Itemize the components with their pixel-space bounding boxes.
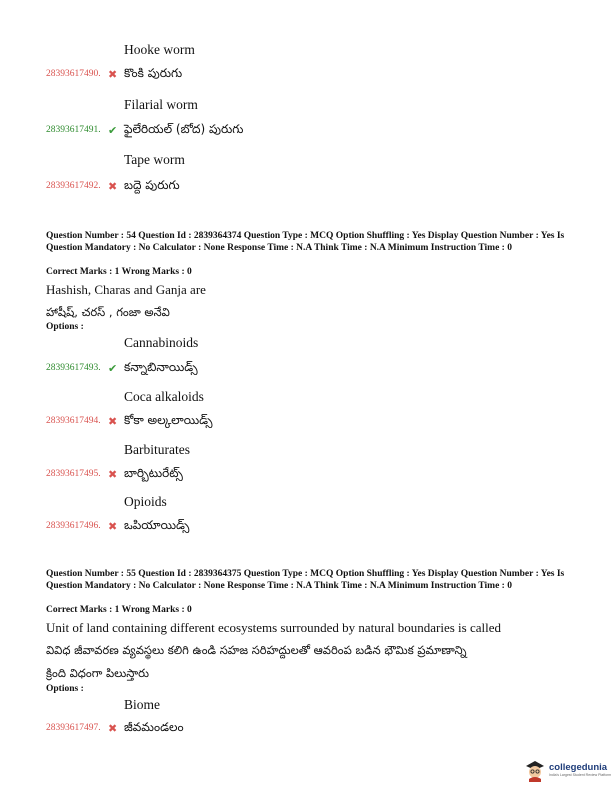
option-te: ఫైలేరియల్ (బోద) పురుగు [124,121,244,136]
option-te: కన్నాబినాయిడ్స్ [124,359,198,374]
option-id: 28393617493. [46,363,101,373]
question-text-te: వివిధ జీవావరణ వ్యవస్థలు కలిగి ఉండి సహజ సరిహద్దులతో ఆవరింప బడిన భౌమిక ప్రమాణాన్ని [46,643,467,657]
option-row [46,411,212,431]
question-meta: Question Number : 55 Question Id : 2839364375 Question Type : MCQ Option Shuffling : Yes Display Question Number : Yes Is Question Mandatory : No Calculator : None Response Time : N.A Think Time : N.A Minimum Instruction Time : 0 [46,569,565,591]
cross-mark-icon: ✖ [108,68,118,81]
cross-mark-icon: ✖ [108,415,118,428]
option-en: Filarial worm [124,97,198,112]
question-text-te: హాషీష్, చరస్ , గంజా అనేవి [46,305,170,319]
option-en: Biome [124,697,160,712]
option-te: జీవమండలం [124,719,184,734]
option-en: Opioids [124,494,167,509]
option-row [46,176,180,196]
option-row [46,120,243,140]
option-row [46,718,184,738]
cross-mark-icon: ✖ [108,180,118,193]
option-en: Cannabinoids [124,335,199,350]
option-te: బార్బిటురేట్స్ [124,465,183,480]
option-en: Barbiturates [124,442,190,457]
check-mark-icon: ✔ [108,124,118,137]
question-meta: Question Number : 54 Question Id : 2839364374 Question Type : MCQ Option Shuffling : Yes Display Question Number : Yes Is Question Mandatory : No Calculator : None Response Time : N.A Think Time : N.A Minimum Instruction Time : 0 [46,231,565,253]
question-text-en: Unit of land containing different ecosystems surrounded by natural boundaries is called [46,620,501,635]
question-marks: Correct Marks : 1 Wrong Marks : 0 [46,605,192,615]
option-row [46,64,182,84]
collegedunia-logo [524,756,612,784]
options-label: Options : [46,684,84,694]
option-te: కోకా అల్కలాయిడ్స్ [124,412,213,427]
option-te: కొంకి పురుగు [124,65,183,80]
option-row [46,464,183,484]
option-row [46,516,189,536]
option-te: ఒపియాయిడ్స్ [124,517,190,532]
options-label: Options : [46,322,84,332]
option-id: 28393617494. [46,416,101,426]
cross-mark-icon: ✖ [108,520,118,533]
logo-name: collegedunia [549,761,608,773]
option-row [46,358,198,378]
option-id: 28393617495. [46,469,101,479]
option-en: Hooke worm [124,42,195,57]
question-marks: Correct Marks : 1 Wrong Marks : 0 [46,267,192,277]
option-id: 28393617491. [46,125,101,135]
cross-mark-icon: ✖ [108,722,118,735]
option-en: Tape worm [124,152,185,167]
option-te: బద్దె పురుగు [124,177,180,192]
option-id: 28393617497. [46,723,101,733]
mascot-icon [524,758,546,782]
option-id: 28393617496. [46,521,101,531]
question-text-en: Hashish, Charas and Ganja are [46,282,206,297]
option-id: 28393617492. [46,181,101,191]
option-id: 28393617490. [46,69,101,79]
option-en: Coca alkaloids [124,389,204,404]
cross-mark-icon: ✖ [108,468,118,481]
check-mark-icon: ✔ [108,362,118,375]
question-text-te: క్రింది విధంగా పిలుస్తారు [46,666,149,680]
logo-tagline: India's Largest Student Review Platform [549,772,612,777]
